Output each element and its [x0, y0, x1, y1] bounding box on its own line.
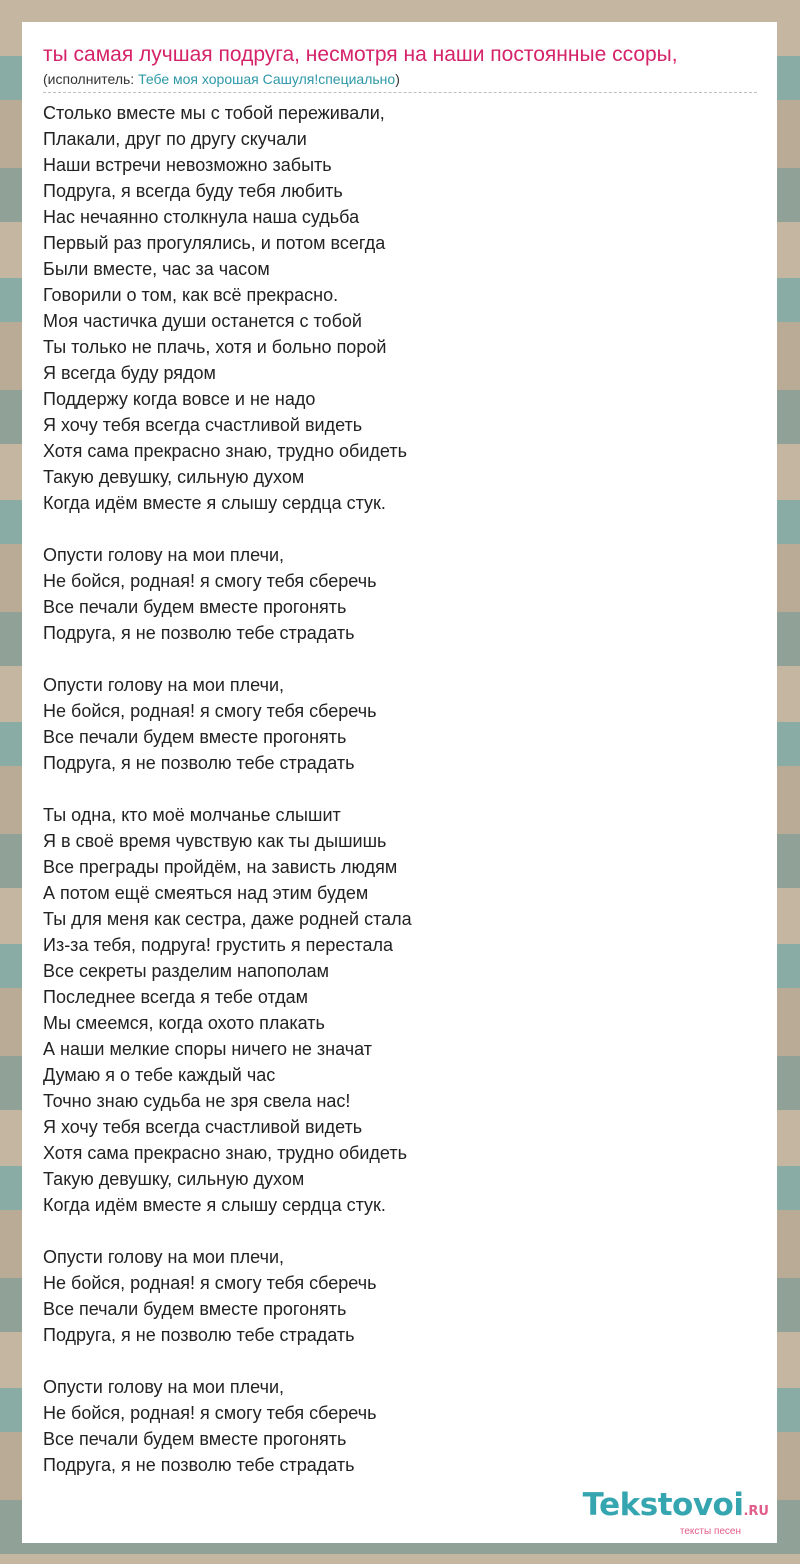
lyric-line: Ты только не плачь, хотя и больно порой [43, 337, 387, 357]
lyric-line: Не бойся, родная! я смогу тебя сберечь [43, 1273, 377, 1293]
lyric-line: Я в своё время чувствую как ты дышишь [43, 831, 387, 851]
lyrics-stanza [43, 100, 757, 516]
lyrics-stanza [43, 802, 757, 1218]
lyrics-body [43, 100, 757, 1478]
title-divider [43, 92, 757, 93]
lyrics-stanza [43, 1244, 757, 1348]
lyric-line: Подруга, я не позволю тебе страдать [43, 623, 355, 643]
lyrics-stanza [43, 1374, 757, 1478]
logo-name: Tekstovoi [582, 1487, 744, 1523]
lyric-line: Ты для меня как сестра, даже родней стала [43, 909, 412, 929]
lyric-line: Наши встречи невозможно забыть [43, 155, 332, 175]
artist-suffix: ) [395, 71, 400, 87]
lyric-line: Говорили о том, как всё прекрасно. [43, 285, 339, 305]
lyric-line: Мы смеемся, когда охото плакать [43, 1013, 325, 1033]
lyric-line: Когда идём вместе я слышу сердца стук. [43, 493, 386, 513]
lyric-line: Хотя сама прекрасно знаю, трудно обидеть [43, 1143, 407, 1163]
lyric-line: Я всегда буду рядом [43, 363, 216, 383]
lyric-line: Хотя сама прекрасно знаю, трудно обидеть [43, 441, 407, 461]
lyric-line: Такую девушку, сильную духом [43, 467, 305, 487]
lyric-line: Думаю я о тебе каждый час [43, 1065, 276, 1085]
lyric-line: Точно знаю судьба не зря свела нас! [43, 1091, 351, 1111]
lyric-line: Подруга, я всегда буду тебя любить [43, 181, 343, 201]
lyric-line: Подруга, я не позволю тебе страдать [43, 1325, 355, 1345]
lyrics-stanza [43, 672, 757, 776]
lyric-line: Не бойся, родная! я смогу тебя сберечь [43, 701, 377, 721]
lyric-line: Подруга, я не позволю тебе страдать [43, 1455, 355, 1475]
lyric-line: Все печали будем вместе прогонять [43, 1299, 347, 1319]
lyric-line: Все секреты разделим напополам [43, 961, 329, 981]
lyric-line: Опусти голову на мои плечи, [43, 675, 285, 695]
logo-tagline: тексты песен [679, 1526, 741, 1537]
lyric-line: Все печали будем вместе прогонять [43, 1429, 347, 1449]
lyric-line: Опусти голову на мои плечи, [43, 1247, 285, 1267]
lyric-line: А потом ещё смеяться над этим будем [43, 883, 369, 903]
artist-link[interactable]: Тебе моя хорошая Сашуля!специально [138, 71, 396, 87]
lyric-line: Опусти голову на мои плечи, [43, 1377, 285, 1397]
lyric-line: Я хочу тебя всегда счастливой видеть [43, 415, 363, 435]
lyric-line: Все печали будем вместе прогонять [43, 597, 347, 617]
lyric-line: Когда идём вместе я слышу сердца стук. [43, 1195, 386, 1215]
lyric-line: Столько вместе мы с тобой переживали, [43, 103, 385, 123]
lyric-line: Плакали, друг по другу скучали [43, 129, 307, 149]
lyric-line: Последнее всегда я тебе отдам [43, 987, 309, 1007]
lyric-line: Не бойся, родная! я смогу тебя сберечь [43, 1403, 377, 1423]
lyric-line: Были вместе, час за часом [43, 259, 270, 279]
song-title: ты самая лучшая подруга, несмотря на наши постоянные ссоры, [43, 43, 678, 66]
lyric-line: Ты одна, кто моё молчанье слышит [43, 805, 341, 825]
site-logo[interactable] [583, 1489, 769, 1537]
lyric-line: Не бойся, родная! я смогу тебя сберечь [43, 571, 377, 591]
lyric-line: Подруга, я не позволю тебе страдать [43, 753, 355, 773]
lyric-line: Такую девушку, сильную духом [43, 1169, 305, 1189]
lyric-line: Нас нечаянно столкнула наша судьба [43, 207, 360, 227]
lyric-line: Первый раз прогулялись, и потом всегда [43, 233, 386, 253]
lyric-line: Все преграды пройдём, на зависть людям [43, 857, 398, 877]
lyric-line: Опусти голову на мои плечи, [43, 545, 285, 565]
lyrics-card [22, 22, 777, 1543]
lyric-line: Поддержу когда вовсе и не надо [43, 389, 316, 409]
lyric-line: Я хочу тебя всегда счастливой видеть [43, 1117, 363, 1137]
artist-prefix: (исполнитель: [43, 71, 139, 87]
artist-line [43, 70, 757, 88]
lyrics-stanza [43, 542, 757, 646]
lyric-line: А наши мелкие споры ничего не значат [43, 1039, 372, 1059]
logo-suffix: .RU [743, 1504, 769, 1519]
lyric-line: Из-за тебя, подруга! грустить я перестала [43, 935, 394, 955]
lyric-line: Моя частичка души останется с тобой [43, 311, 362, 331]
lyric-line: Все печали будем вместе прогонять [43, 727, 347, 747]
logo-wordmark [583, 1489, 769, 1528]
